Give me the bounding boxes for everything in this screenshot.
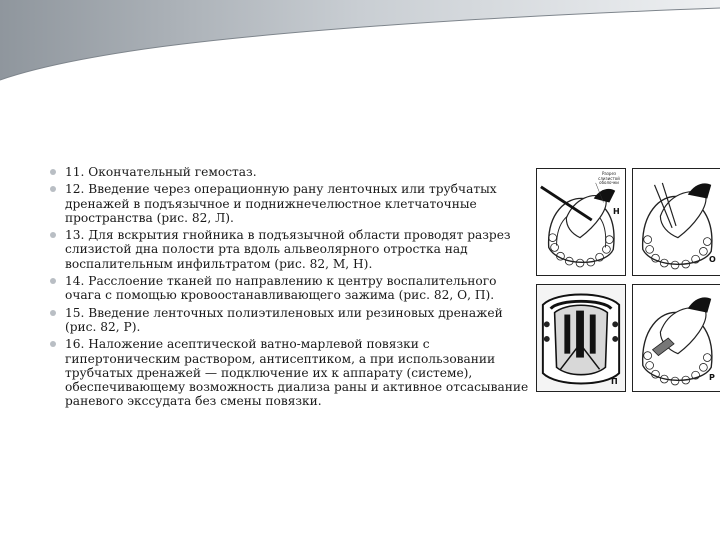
list-item-text: 14. Расслоение тканей по направлению к центру воспалительного очага с помощью кровоостанавливающего зажима (рис. 82, О, П).: [65, 274, 497, 303]
list-item-text: 13. Для вскрытия гнойника в подъязычной области проводят разрез слизистой дна полости рта вдоль альвеолярного отростка над воспалительным инфильтратом (рис. 82, М, Н).: [65, 228, 511, 271]
list-item: [50, 182, 530, 225]
bullet-list: [50, 165, 530, 412]
mouth-floor-drawing: [633, 169, 720, 275]
surgical-illustration: [536, 168, 720, 392]
list-item-text: 16. Наложение асептической ватно-марлевой повязки с гипертоническим раствором, антисептиком, а при использовании трубчатых дренажей — подключение их к аппарату (системе), обеспечивающему возможность диализа раны и активное отсасывание раневого экссудата без смены повязки.: [65, 337, 529, 409]
bullet-icon: [50, 232, 56, 238]
bullet-icon: [50, 186, 56, 192]
panel-label: П: [611, 377, 618, 386]
list-item: [50, 306, 530, 335]
bullet-icon: [50, 169, 56, 175]
list-item-text: 11. Окончательный гемостаз.: [65, 165, 257, 179]
figure-caption: Разрез слизистой оболочки: [598, 171, 620, 186]
figure-panel-n: [536, 168, 626, 276]
figure-panel-p: [536, 284, 626, 392]
header-swoosh: [0, 0, 720, 110]
list-item: [50, 228, 530, 271]
bullet-icon: [50, 278, 56, 284]
list-item: [50, 337, 530, 408]
bullet-icon: [50, 341, 56, 347]
panel-label: Н: [613, 207, 620, 216]
bullet-icon: [50, 310, 56, 316]
list-item: [50, 165, 530, 179]
panel-label: Р: [709, 373, 715, 382]
figure-panel-r: [632, 284, 720, 392]
panel-label: О: [709, 255, 716, 264]
list-item: [50, 274, 530, 303]
list-item-text: 12. Введение через операционную рану ленточных или трубчатых дренажей в подъязычное и поднижнечелюстное клетчаточные пространства (рис. 82, Л).: [65, 182, 497, 225]
list-item-text: 15. Введение ленточных полиэтиленовых или резиновых дренажей (рис. 82, Р).: [65, 305, 503, 334]
figure-panel-o: [632, 168, 720, 276]
mouth-floor-drawing: [633, 285, 720, 391]
mouth-floor-drawing: [537, 285, 625, 391]
